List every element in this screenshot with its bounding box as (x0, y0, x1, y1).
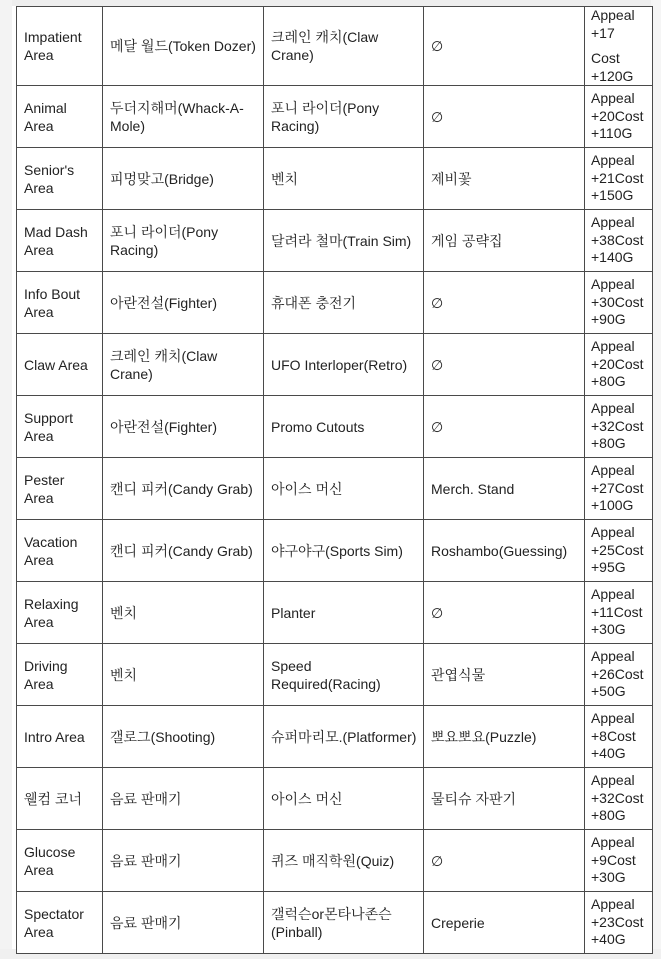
item-cell-2: UFO Interloper(Retro) (264, 334, 424, 396)
item-cell-2: 아이스 머신 (264, 768, 424, 830)
item-cell-3: ∅ (424, 334, 585, 396)
effect-cell: Appeal +11Cost +30G (585, 582, 653, 644)
item-cell-3: Creperie (424, 892, 585, 954)
table-row (17, 334, 653, 396)
item-cell-2: 갤럭슨or몬타나존슨(Pinball) (264, 892, 424, 954)
area-table (16, 6, 653, 954)
table-row (17, 768, 653, 830)
area-name-cell: Pester Area (17, 458, 103, 520)
item-cell-3: 제비꽃 (424, 148, 585, 210)
item-cell-1: 포니 라이더(Pony Racing) (103, 210, 264, 272)
table-row (17, 830, 653, 892)
item-cell-1: 음료 판매기 (103, 768, 264, 830)
item-cell-1: 벤치 (103, 582, 264, 644)
table-row (17, 148, 653, 210)
area-name-cell: Spectator Area (17, 892, 103, 954)
item-cell-1: 메달 월드(Token Dozer) (103, 7, 264, 86)
item-cell-2: Planter (264, 582, 424, 644)
effect-cell: Appeal +20Cost +110G (585, 86, 653, 148)
item-cell-3: ∅ (424, 396, 585, 458)
area-name-cell: Vacation Area (17, 520, 103, 582)
item-cell-1: 두더지해머(Whack-A-Mole) (103, 86, 264, 148)
item-cell-1: 아란전설(Fighter) (103, 272, 264, 334)
item-cell-3: 관엽식물 (424, 644, 585, 706)
item-cell-3: 뽀요뽀요(Puzzle) (424, 706, 585, 768)
item-cell-2: 포니 라이더(Pony Racing) (264, 86, 424, 148)
area-name-cell: Driving Area (17, 644, 103, 706)
effect-cell: Appeal +25Cost +95G (585, 520, 653, 582)
item-cell-1: 캔디 피커(Candy Grab) (103, 520, 264, 582)
area-name-cell: Support Area (17, 396, 103, 458)
effect-cell: Appeal +21Cost +150G (585, 148, 653, 210)
area-name-cell: Info Bout Area (17, 272, 103, 334)
table-row (17, 272, 653, 334)
item-cell-3: 물티슈 자판기 (424, 768, 585, 830)
area-name-cell: Claw Area (17, 334, 103, 396)
area-name-cell: 웰컴 코너 (17, 768, 103, 830)
item-cell-1: 음료 판매기 (103, 830, 264, 892)
item-cell-2: 야구야구(Sports Sim) (264, 520, 424, 582)
area-name-cell: Relaxing Area (17, 582, 103, 644)
table-row (17, 520, 653, 582)
item-cell-3: 게임 공략집 (424, 210, 585, 272)
item-cell-2: 아이스 머신 (264, 458, 424, 520)
item-cell-2: 휴대폰 충전기 (264, 272, 424, 334)
item-cell-2: Promo Cutouts (264, 396, 424, 458)
item-cell-2: 크레인 캐치(Claw Crane) (264, 7, 424, 86)
item-cell-2: Speed Required(Racing) (264, 644, 424, 706)
item-cell-3: ∅ (424, 272, 585, 334)
area-name-cell: Animal Area (17, 86, 103, 148)
effect-cell: Appeal +30Cost +90G (585, 272, 653, 334)
effect-cell: Appeal +20Cost +80G (585, 334, 653, 396)
effect-cell (585, 7, 653, 86)
area-name-cell: Intro Area (17, 706, 103, 768)
item-cell-1: 캔디 피커(Candy Grab) (103, 458, 264, 520)
area-name-cell: Senior's Area (17, 148, 103, 210)
cost-text: Cost +120G (591, 50, 634, 84)
item-cell-2: 달려라 철마(Train Sim) (264, 210, 424, 272)
area-name-cell: Glucose Area (17, 830, 103, 892)
table-row (17, 582, 653, 644)
effect-cell: Appeal +32Cost +80G (585, 396, 653, 458)
table-row (17, 892, 653, 954)
table-row (17, 706, 653, 768)
item-cell-3: Roshambo(Guessing) (424, 520, 585, 582)
item-cell-3: ∅ (424, 86, 585, 148)
page-left-edge (0, 0, 12, 959)
table-row (17, 7, 653, 86)
table-row (17, 396, 653, 458)
item-cell-1: 음료 판매기 (103, 892, 264, 954)
table-row (17, 210, 653, 272)
effect-cell: Appeal +26Cost +50G (585, 644, 653, 706)
effect-cell: Appeal +27Cost +100G (585, 458, 653, 520)
area-name-cell: Impatient Area (17, 7, 103, 86)
item-cell-1: 크레인 캐치(Claw Crane) (103, 334, 264, 396)
effect-cell: Appeal +9Cost +30G (585, 830, 653, 892)
table-row (17, 458, 653, 520)
item-cell-3: Merch. Stand (424, 458, 585, 520)
item-cell-2: 슈퍼마리모.(Platformer) (264, 706, 424, 768)
item-cell-2: 벤치 (264, 148, 424, 210)
table-row (17, 86, 653, 148)
item-cell-3: ∅ (424, 582, 585, 644)
effect-cell: Appeal +32Cost +80G (585, 768, 653, 830)
effect-cell: Appeal +23Cost +40G (585, 892, 653, 954)
item-cell-1: 갤로그(Shooting) (103, 706, 264, 768)
item-cell-2: 퀴즈 매직학원(Quiz) (264, 830, 424, 892)
item-cell-3: ∅ (424, 7, 585, 86)
item-cell-1: 벤치 (103, 644, 264, 706)
item-cell-1: 아란전설(Fighter) (103, 396, 264, 458)
effect-cell: Appeal +8Cost +40G (585, 706, 653, 768)
item-cell-3: ∅ (424, 830, 585, 892)
item-cell-1: 피멍맞고(Bridge) (103, 148, 264, 210)
appeal-text: Appeal +17 (591, 7, 635, 41)
table-row (17, 644, 653, 706)
area-name-cell: Mad Dash Area (17, 210, 103, 272)
effect-cell: Appeal +38Cost +140G (585, 210, 653, 272)
